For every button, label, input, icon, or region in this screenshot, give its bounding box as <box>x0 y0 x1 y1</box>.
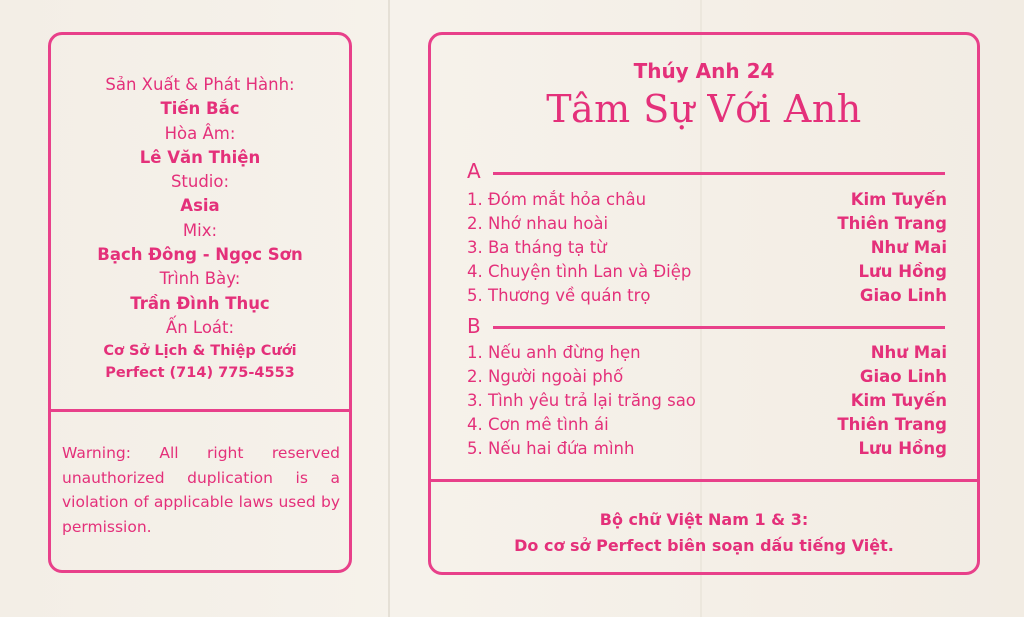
track-item <box>467 214 947 238</box>
credit-line: Bạch Đông - Ngọc Sơn <box>97 245 303 265</box>
credit-line: Mix: <box>182 220 218 240</box>
credits-block <box>51 73 349 384</box>
track-item <box>467 415 947 439</box>
tracklist-panel <box>428 32 980 575</box>
side-a-rule <box>493 172 945 175</box>
track-artist: Thiên Trang <box>837 415 947 434</box>
album-title: Tâm Sự Với Anh <box>546 87 862 131</box>
track-title: 5. Nếu hai đứa mình <box>467 439 635 458</box>
font-credit <box>431 507 977 559</box>
credit-line: Trần Đình Thục <box>130 293 270 313</box>
track-item <box>467 391 947 415</box>
credit-line: Trình Bày: <box>159 269 241 289</box>
track-artist: Lưu Hồng <box>858 262 947 281</box>
track-item <box>467 439 947 463</box>
printer-phone: Perfect (714) 775-4553 <box>105 365 295 382</box>
printer-name: Cơ Sở Lịch & Thiệp Cưới <box>103 343 297 360</box>
track-title: 4. Cơn mê tình ái <box>467 415 609 434</box>
track-item <box>467 238 947 262</box>
track-artist: Kim Tuyến <box>850 391 947 410</box>
track-artist: Giao Linh <box>859 367 947 386</box>
side-b-rule <box>493 326 945 329</box>
track-title: 3. Tình yêu trả lại trăng sao <box>467 391 696 410</box>
font-credit-line2: Do cơ sở Perfect biên soạn dấu tiếng Việt. <box>514 536 894 555</box>
track-item <box>467 190 947 214</box>
fold-line-left <box>388 0 390 617</box>
track-item <box>467 343 947 367</box>
track-artist: Thiên Trang <box>837 214 947 233</box>
track-title: 3. Ba tháng tạ từ <box>467 238 607 257</box>
credit-line: Hòa Âm: <box>164 123 236 143</box>
credits-panel <box>48 32 352 573</box>
side-b-label: B <box>467 314 481 338</box>
track-title: 1. Đóm mắt hỏa châu <box>467 190 647 209</box>
font-credit-line1: Bộ chữ Việt Nam 1 & 3: <box>599 510 809 529</box>
credit-line: Asia <box>180 196 220 216</box>
track-title: 4. Chuyện tình Lan và Điệp <box>467 262 692 281</box>
track-item <box>467 262 947 286</box>
track-artist: Giao Linh <box>859 286 947 305</box>
track-artist: Như Mai <box>870 238 947 257</box>
divider <box>51 409 349 412</box>
album-number: Thúy Anh 24 <box>633 59 775 83</box>
track-item <box>467 286 947 310</box>
divider <box>431 479 977 482</box>
credit-line: Ấn Loát: <box>165 317 235 337</box>
credit-line: Tiến Bắc <box>160 99 240 119</box>
credit-line: Lê Văn Thiện <box>139 147 261 167</box>
track-artist: Như Mai <box>870 343 947 362</box>
track-artist: Kim Tuyến <box>850 190 947 209</box>
track-title: 5. Thương về quán trọ <box>467 286 651 305</box>
track-title: 2. Nhớ nhau hoài <box>467 214 609 233</box>
credit-line: Studio: <box>170 172 230 192</box>
track-title: 2. Người ngoài phố <box>467 367 624 386</box>
track-title: 1. Nếu anh đừng hẹn <box>467 343 641 362</box>
track-item <box>467 367 947 391</box>
track-artist: Lưu Hồng <box>858 439 947 458</box>
credit-line: Sản Xuất & Phát Hành: <box>105 75 295 94</box>
warning-text: Warning: All right reserved unauthorized duplication is a violation of applicable laws used by permission. <box>62 444 340 536</box>
side-a-label: A <box>467 159 481 183</box>
